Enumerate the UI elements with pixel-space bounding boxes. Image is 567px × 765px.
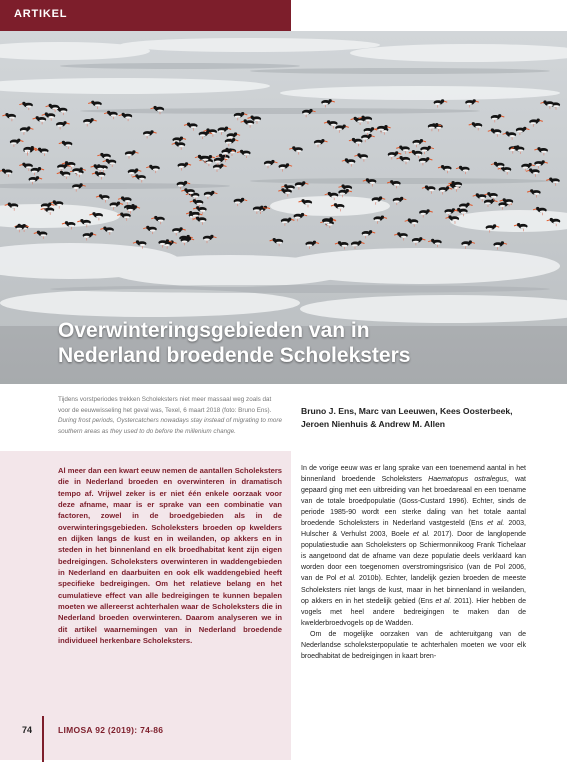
section-label: ARTIKEL [14,8,68,20]
body-paragraph: In de vorige eeuw was er lang sprake van een toenemend aantal in het binnenland broedende Scholeksters Haematopus ostralegus, wat gepaard ging met een uitbreiding van het broedareaal en een toename van de totale broedpopulatie (Goss-Custard 1996). Echter, sinds de periode 1985-90 wordt een sterke daling van het totale aantal broedende Scholeksters in Nederland vastgesteld (Ens et al. 2003, Hulscher & Verhulst 2003, Boele et al. 2017). Door de langlopende populatiestudie aan Scholeksters op Schiermonnikoog Frank Tichelaar is aangetoond dat de afname van deze populatie deels verklaard kan worden door een toegenomen overstromingsrisico (van de Pol 2006, van de Pol et al. 2010b). Echter, landelijk gezien broeden de meeste Scholeksters niet langs de kust, maar in het binnenland in weilanden, op akkers en in het stedelijk gebied (Ens et al. 2011). Hier hebben de vogels met heel andere bedreigingen te maken dan de kwelderbroedvogels op de Wadden. [301,465,527,627]
caption-dutch: Tijdens vorstperiodes trekken Scholeksters niet meer massaal weg zoals dat voor de eeuwwisseling het geval was, Texel, 6 maart 2018 (foto: Bruno Ens). [58,396,272,414]
section-bar [0,0,291,31]
photo-caption [58,395,282,437]
summary-text: Al meer dan een kwart eeuw nemen de aantallen Scholeksters die in Nederland broeden en overwinteren in dramatisch tempo af. Vrijwel zeker is er niet één enkele oorzaak voor deze afname, maar is er sprake van een combinatie van factoren, zowel in de broedgebieden als in de overwinteringsgebieden. Scholeksters broeden op kwelders en dijken langs de kust en in weilanden, op akkers en in steden in het binnenland en elk broedhabitat kent zijn eigen bedreigingen. Scholeksters overwinteren in waddengebieden in Nederland en daarbuiten en ook elk waddengebied heeft specifieke bedreigingen. Om het relatieve belang en het cumulatieve effect van alle bedreigingen te kunnen bepalen moeten we allereerst achterhalen waar de Scholeksters die in Nederland broeden overwinteren. Daarom analyseren we in dit artikel waarnemingen van in Nederland broedende individueel herkenbare Scholeksters. [58,466,282,646]
article-title [58,318,518,368]
journal-reference: LIMOSA 92 (2019): 74-86 [58,725,164,735]
caption-english: During frost periods, Oystercatchers nowadays stay instead of migrating to more southern areas as they used to do before the millenium change. [58,417,282,435]
author-list: Bruno J. Ens, Marc van Leeuwen, Kees Oosterbeek, Jeroen Nienhuis & Andrew M. Allen [301,406,513,430]
title-line-1: Overwinteringsgebieden van in [58,319,370,342]
page-number: 74 [22,725,33,735]
body-paragraph: Om de mogelijke oorzaken van de achteruitgang van de Nederlandse scholeksterpopulatie te achterhalen moeten we voor elk broedhabitat de bedreigingen in kaart bren- [301,630,526,660]
title-line-2: Nederland broedende Scholeksters [58,344,411,367]
body-column [301,463,526,662]
footer-divider [42,716,44,762]
